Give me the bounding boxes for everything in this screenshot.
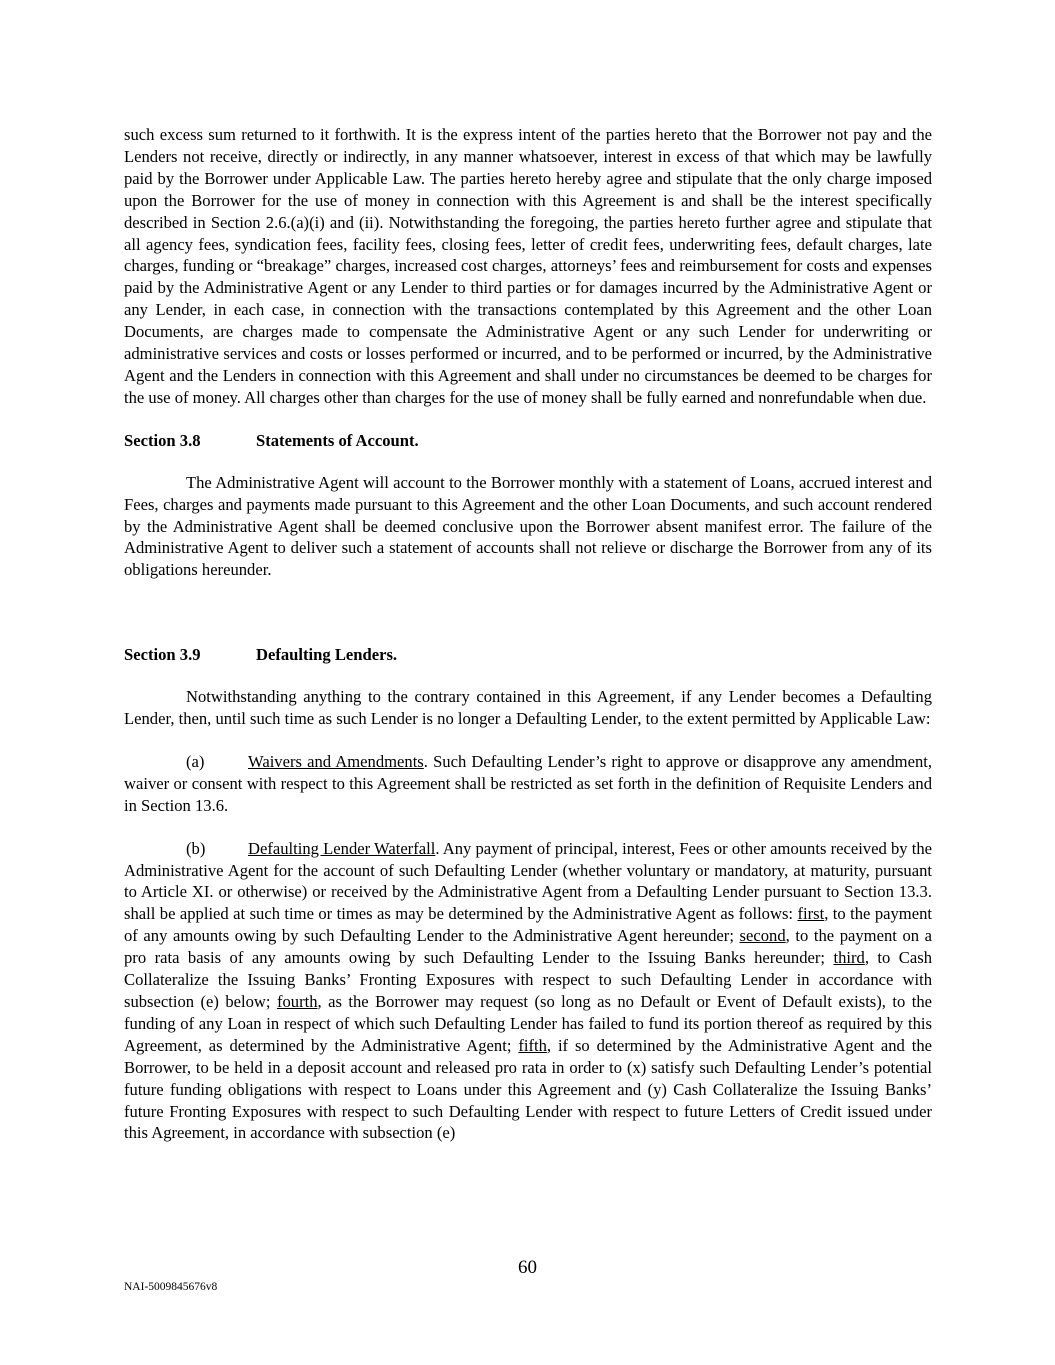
item-text: . Such Defaulting Lender’s right to approve or disapprove any amendment, waiver or consent with respect to this Agreement shall be restricted as set forth in the definition of Requisite Lenders and in Section 13.6. — [124, 751, 933, 815]
section-title: Defaulting Lenders. — [256, 645, 398, 665]
section-3-9-heading — [124, 644, 932, 666]
waterfall-first: first — [797, 904, 825, 924]
item-label: (a) — [186, 751, 205, 771]
page-number: 60 — [518, 1257, 537, 1278]
waterfall-second: second — [739, 926, 786, 946]
section-number: Section 3.8 — [124, 430, 201, 450]
item-heading: Waivers and Amendments — [248, 751, 424, 771]
item-text: , if so determined by the Administrative Agent and the Borrower, to be held in a deposit account and released pro rata in order to (x) satisfy such Defaulting Lender’s potential future funding obligations with respect to Loans under this Agreement and (y) Cash Collateralize the Issuing Banks’ future Fronting Exposures with respect to such Defaulting Lender with respect to future Letters of Credit issued under this Agreement, in accordance with subsection (e) — [124, 1035, 932, 1143]
item-b-paragraph — [124, 838, 932, 1145]
waterfall-fourth: fourth — [276, 992, 318, 1011]
section-number: Section 3.9 — [124, 645, 201, 665]
item-heading: Defaulting Lender Waterfall — [248, 838, 436, 858]
continuation-paragraph: such excess sum returned to it forthwith. It is the express intent of the parties hereto that the Borrower not pay and the Lenders not receive, directly or indirectly, in any manner whatsoever, interest in excess of that which may be lawfully paid by the Borrower under Applicable Law. The parties hereto hereby agree and stipulate that the only charge imposed upon the Borrower for the use of money in connection with this Agreement is and shall be the interest specifically described in Section 2.6.(a)(i) and (ii). Notwithstanding the foregoing, the parties hereto further agree and stipulate that all agency fees, syndication fees, facility fees, closing fees, letter of credit fees, underwriting fees, default charges, late charges, funding or “breakage” charges, increased cost charges, attorneys’ fees and reimbursement for costs and expenses paid by the Administrative Agent or any Lender to third parties or for damages incurred by the Administrative Agent or any Lender, in each case, in connection with the transactions contemplated by this Agreement and the other Loan Documents, are charges made to compensate the Administrative Agent or any such Lender for underwriting or administrative services and costs or losses performed or incurred, and to be performed or incurred, by the Administrative Agent and the Lenders in connection with this Agreement and shall under no circumstances be deemed to be charges for the use of money. All charges other than charges for the use of money shall be fully earned and nonrefundable when due. — [124, 125, 932, 407]
item-text: . Any payment of principal, interest, Fees or other amounts received by the Administrative Agent for the account of such Defaulting Lender (whether voluntary or mandatory, at maturity, pursuant to Article XI. or otherwise) or received by the Administrative Agent from a Defaulting Lender pursuant to Section 13.3. shall be applied at such time or times as may be determined by the Administrative Agent as follows: — [124, 838, 932, 924]
waterfall-fifth: fifth — [518, 1035, 547, 1055]
item-text: , to the payment of any amounts owing by such Defaulting Lender to the Administrative Agent hereunder; — [124, 904, 932, 946]
item-text: , to Cash Collateralize the Issuing Banks’ Fronting Exposures with respect to such Defaulting Lender in accordance with subsection (e) below; — [124, 948, 932, 1011]
document-id: NAI-5009845676v8 — [124, 1281, 218, 1293]
section-3-8-heading — [124, 430, 932, 452]
document-page — [124, 124, 932, 1144]
item-text: , to the payment on a pro rata basis of any amounts owing by such Defaulting Lender to the Issuing Banks hereunder; — [124, 926, 933, 968]
section-title: Statements of Account. — [256, 430, 419, 450]
item-label: (b) — [186, 838, 206, 858]
section-3-8-body: The Administrative Agent will account to the Borrower monthly with a statement of Loans, accrued interest and Fees, charges and payments made pursuant to this Agreement and the other Loan Documents, and such account rendered by the Administrative Agent shall be deemed conclusive upon the Borrower absent manifest error. The failure of the Administrative Agent to deliver such a statement of accounts shall not relieve or discharge the Borrower from any of its obligations hereunder. — [124, 472, 932, 580]
item-a-paragraph — [124, 751, 932, 817]
waterfall-third: third — [833, 948, 865, 968]
item-text: , as the Borrower may request (so long as no Default or Event of Default exists), to the funding of any Loan in respect of which such Defaulting Lender has failed to fund its portion thereof as required by this Agreement, as determined by the Administrative Agent; — [124, 992, 932, 1055]
section-3-9-intro: Notwithstanding anything to the contrary contained in this Agreement, if any Lender becomes a Defaulting Lender, then, until such time as such Lender is no longer a Defaulting Lender, to the extent permitted by Applicable Law: — [124, 687, 932, 729]
